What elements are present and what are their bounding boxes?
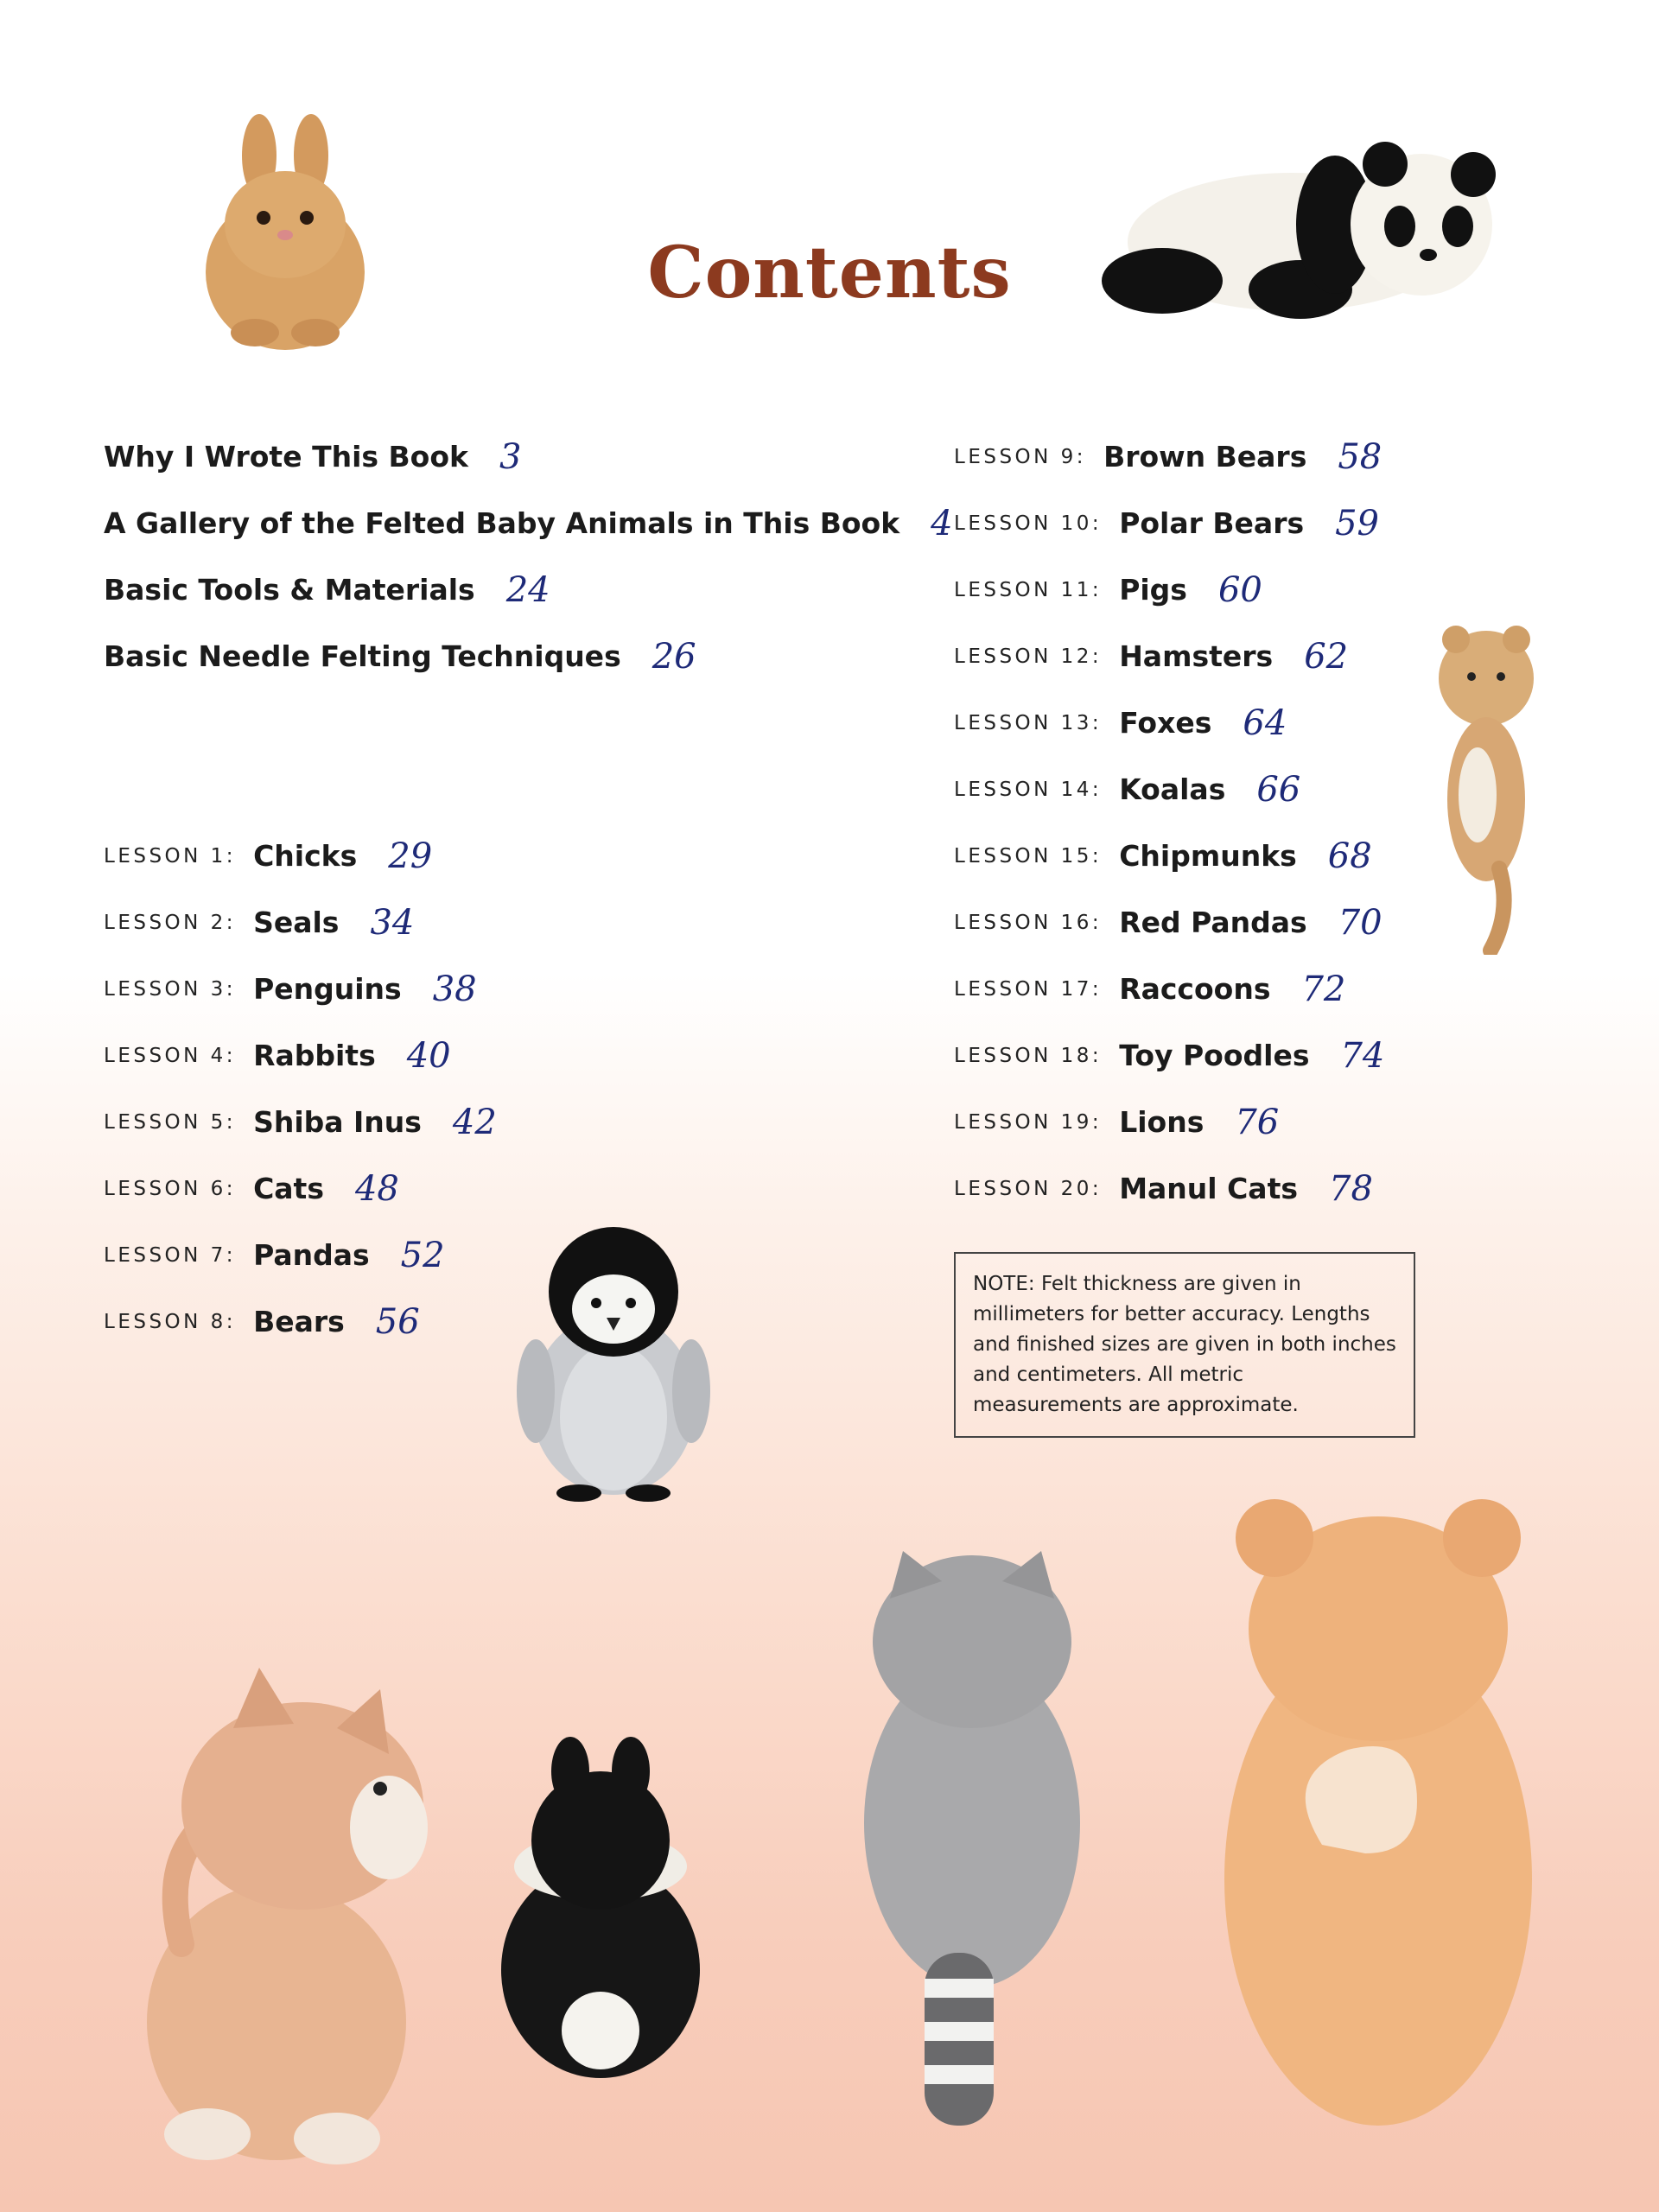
lesson-title: Pandas: [253, 1238, 370, 1272]
raccoon-illustration: [842, 1538, 1102, 2143]
page-number: 38: [432, 969, 477, 1009]
page-number: 58: [1338, 436, 1382, 477]
bear-cub-illustration: [1430, 609, 1542, 955]
lesson-entry[interactable]: [104, 889, 953, 956]
page-number: 72: [1301, 969, 1346, 1009]
page-number: 70: [1338, 902, 1382, 943]
lesson-entry[interactable]: [104, 1222, 953, 1288]
lesson-label: LESSON 14:: [954, 778, 1103, 801]
lesson-label: LESSON 3:: [104, 977, 237, 1001]
lesson-label: LESSON 8:: [104, 1310, 237, 1333]
page-number: 59: [1335, 503, 1380, 543]
lesson-label: LESSON 13:: [954, 711, 1103, 734]
lesson-title: Chipmunks: [1119, 839, 1297, 873]
lesson-label: LESSON 5:: [104, 1110, 237, 1134]
toc-right-column: [954, 423, 1384, 1222]
lesson-label: LESSON 12:: [954, 645, 1103, 668]
bunny-back-illustration: [493, 1737, 709, 2082]
shiba-illustration: [1218, 1473, 1538, 2130]
lesson-title: Rabbits: [253, 1039, 376, 1072]
lesson-title: Bears: [253, 1305, 345, 1338]
page-number: 4: [931, 503, 953, 543]
toc-entry[interactable]: [104, 423, 953, 490]
page-number: 40: [406, 1035, 451, 1076]
lesson-label: LESSON 6:: [104, 1177, 237, 1200]
lesson-label: LESSON 20:: [954, 1177, 1103, 1200]
lesson-entry[interactable]: [954, 823, 1384, 889]
lesson-title: Penguins: [253, 972, 402, 1006]
lesson-label: LESSON 4:: [104, 1044, 237, 1067]
lesson-entry[interactable]: [104, 1155, 953, 1222]
lesson-label: LESSON 9:: [954, 445, 1087, 468]
lesson-title: Hamsters: [1119, 639, 1274, 673]
lesson-label: LESSON 2:: [104, 911, 237, 934]
lesson-label: LESSON 17:: [954, 977, 1103, 1001]
page-number: 42: [452, 1102, 497, 1142]
page-number: 26: [652, 636, 696, 677]
page-number: 24: [505, 569, 550, 610]
lesson-title: Seals: [253, 906, 340, 939]
lesson-entry[interactable]: [104, 1288, 953, 1355]
toc-left-column: [104, 423, 953, 1355]
lesson-entry[interactable]: [954, 423, 1384, 490]
lesson-entry[interactable]: [954, 1089, 1384, 1155]
lesson-title: Toy Poodles: [1119, 1039, 1310, 1072]
entry-title: A Gallery of the Felted Baby Animals in This Book: [104, 506, 900, 540]
lesson-label: LESSON 7:: [104, 1243, 237, 1267]
lesson-label: LESSON 16:: [954, 911, 1103, 934]
lesson-title: Raccoons: [1119, 972, 1271, 1006]
lesson-entry[interactable]: [104, 1089, 953, 1155]
lesson-label: LESSON 19:: [954, 1110, 1103, 1134]
lesson-title: Brown Bears: [1103, 440, 1307, 474]
page-number: 68: [1327, 836, 1372, 876]
page-number: 62: [1304, 636, 1349, 677]
lesson-entry[interactable]: [954, 623, 1384, 690]
measurement-note: NOTE: Felt thickness are given in millimeters for better accuracy. Lengths and finished sizes are given in both inches and centimeters. All metric measurements are approximate.: [954, 1252, 1415, 1438]
page-number: 74: [1340, 1035, 1385, 1076]
lesson-label: LESSON 15:: [954, 844, 1103, 868]
lesson-title: Chicks: [253, 839, 358, 873]
page-number: 52: [400, 1235, 445, 1275]
lesson-entry[interactable]: [954, 490, 1384, 556]
lesson-title: Foxes: [1119, 706, 1212, 740]
page-number: 64: [1243, 702, 1287, 743]
page-number: 34: [370, 902, 415, 943]
lesson-label: LESSON 18:: [954, 1044, 1103, 1067]
lesson-title: Manul Cats: [1119, 1172, 1298, 1205]
lesson-label: LESSON 11:: [954, 578, 1103, 601]
entry-title: Basic Needle Felting Techniques: [104, 639, 621, 673]
lesson-entry[interactable]: [954, 956, 1384, 1022]
page-number: 76: [1235, 1102, 1280, 1142]
striped-tail: [925, 1953, 994, 2126]
lesson-title: Red Pandas: [1119, 906, 1307, 939]
lesson-label: LESSON 1:: [104, 844, 237, 868]
lesson-title: Koalas: [1119, 772, 1226, 806]
lesson-title: Polar Bears: [1119, 506, 1305, 540]
lesson-entry[interactable]: [954, 1022, 1384, 1089]
page-number: 48: [354, 1168, 399, 1209]
lesson-label: LESSON 10:: [954, 512, 1103, 535]
page-title: Contents: [647, 232, 1012, 315]
lesson-entry[interactable]: [954, 889, 1384, 956]
lesson-entry[interactable]: [104, 823, 953, 889]
lesson-entry[interactable]: [954, 556, 1384, 623]
lesson-entry[interactable]: [104, 1022, 953, 1089]
lesson-entry[interactable]: [954, 690, 1384, 756]
page-number: 60: [1217, 569, 1262, 610]
page-number: 78: [1329, 1168, 1373, 1209]
entry-title: Why I Wrote This Book: [104, 440, 468, 474]
lesson-title: Lions: [1119, 1105, 1205, 1139]
entry-title: Basic Tools & Materials: [104, 573, 475, 607]
lesson-title: Shiba Inus: [253, 1105, 422, 1139]
toc-entry[interactable]: [104, 623, 953, 690]
lesson-title: Cats: [253, 1172, 324, 1205]
lesson-title: Pigs: [1119, 573, 1187, 607]
kitten-illustration: [130, 1616, 441, 2169]
page-number: 29: [388, 836, 433, 876]
page-number: 56: [375, 1301, 420, 1342]
page-number: 66: [1256, 769, 1301, 810]
toc-entry[interactable]: [104, 490, 953, 556]
lesson-entry[interactable]: [954, 756, 1384, 823]
page-number: 3: [499, 436, 522, 477]
toc-entry[interactable]: [104, 556, 953, 623]
lesson-entry[interactable]: [104, 956, 953, 1022]
lesson-entry[interactable]: [954, 1155, 1384, 1222]
